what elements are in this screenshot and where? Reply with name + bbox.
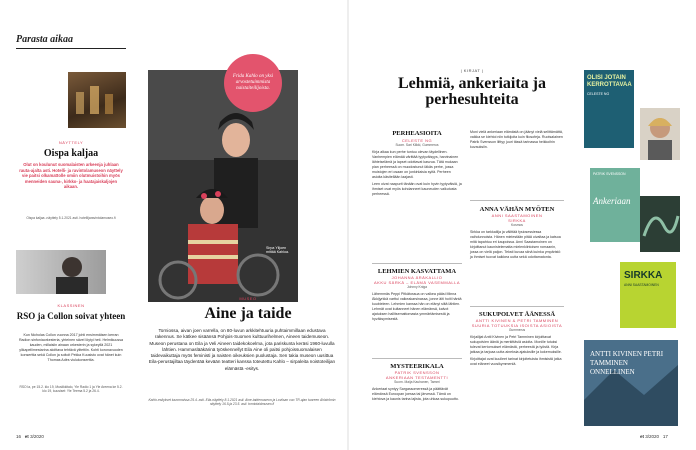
book4-publisher: Kosmos <box>511 223 523 227</box>
left-issue: 3/2020 <box>30 434 44 439</box>
cover2-author: PATRIK SVENSSON <box>593 172 626 176</box>
book1-author: CELESTE NG <box>401 138 433 143</box>
quote-badge <box>224 54 282 112</box>
book2-block <box>372 268 462 322</box>
book3-body: Ankeriaat syntyy Sargassomeressä ja päättävät elämänsä Euroopan joessa tai järvessä. Tämä on kiehtova ja kaunis tarina lajista, jota uhkaa sukupuutto. <box>372 387 459 402</box>
book5-author: ANTTI KIVINEN & PETRI TAMMINEN <box>475 318 559 323</box>
right-page-number: 17 <box>662 434 668 439</box>
spine-fold <box>347 0 349 450</box>
book5-body: Kirjailijat Antti Kivinen ja Petri Tamminen kirjoittavat sukupolvien ääniä ja merkittäviä asioita. Monille tutuksi tulevat kertomukset elämästä, perheestä ja työstä. Kirja jatkaa ja tarjoaa uutta aineksia ajatuksille ja kokemuksille. <box>470 335 562 355</box>
book5-block <box>470 311 564 367</box>
item1-kicker: NÄYTTELY <box>58 140 84 145</box>
cover3-title: SIRKKA <box>624 270 663 281</box>
beer-photo <box>68 72 126 128</box>
book5-publisher: Gummerus <box>508 328 526 332</box>
item1-info: Oispa kaljaa -näyttely 5.1.2021 asti. hotellijaravintolamuseo.fi <box>26 216 116 220</box>
cover-onnellinen <box>584 340 678 426</box>
right-brand: et <box>640 434 645 439</box>
books-kicker: | KIRJAT | <box>460 68 484 73</box>
cover2-title: Ankeriaan <box>593 196 631 206</box>
book1-block <box>372 130 462 197</box>
book1-body3: Moni vielä ankeriaan elämästä on jäänyt vielä selittämättä, vaikka se kiehtoi niin tutkijoita kuin filosofeja. Ruotsalainen Patrik Svensson liittyy juuri tässä tarinassa heikkoihin kuvauksiin. <box>470 130 563 149</box>
rule-c <box>470 200 564 201</box>
book3-title: MYSTEERIKALA <box>390 363 444 370</box>
museum-kicker: MUSEO <box>239 296 257 301</box>
rule-b <box>372 358 462 359</box>
collon-photo <box>16 250 106 294</box>
cover-celeste-ng <box>584 70 634 148</box>
book3-publisher: Suom. Maija Kauhanen, Tammi <box>394 380 440 384</box>
book2-title: LEHMIEN KASVATTAMA <box>377 268 457 275</box>
cover4-title: ANTTI KIVINEN PETRI TAMMINEN ONNELLINEN <box>590 350 664 376</box>
museum-title: Aine ja taide <box>204 305 292 322</box>
left-footer <box>16 434 44 439</box>
book1-title: PERHEASIOITA <box>392 130 442 137</box>
book5-subtitle: SUURIA TOTUUKSIA ISOISTA ASIOISTA <box>471 323 563 328</box>
item2-title: RSO ja Collon soivat yhteen <box>16 311 126 321</box>
item2-body: Kun Nicholas Collon vuonna 2017 johti ensimmäisen kerran Radion sinfoniaorkesteria, yhteinen sävel löytyi heti. Helmikuussa kauden, millaisiin ainaan orkesterin ja sykeyllä 2021 ylikapellimestarina aloittava tehtävä ylitettiin. Kohti koronavuoden konserttia sekä Collon ja soitoit Pekka Kuusisto ovat hänet kuin Thomas Adès viulukonserttia. <box>18 333 124 362</box>
book1-body2: Leen oivat naapurit tänään ovat kuin hyvin tyytyväisiä, ja ihmiset ovat myös kohdanneet kauneuden vaikutusta perheessä. <box>372 182 462 197</box>
right-issue: 3/2020 <box>645 434 660 439</box>
book3-block <box>372 363 462 402</box>
book3-subtitle: ANKERIAAN TESTAMENTTI <box>385 375 449 380</box>
rule-a <box>372 263 462 264</box>
rule-d <box>470 306 564 307</box>
left-page-number: 16 <box>16 434 22 439</box>
book4-title: ANNA VÄHÄN MYÖTEN <box>479 206 555 213</box>
cover-eel <box>640 196 680 252</box>
section-title: Parasta aikaa <box>16 34 73 45</box>
book2-subtitle: AKKU SÄRKÄ – ELÄMÄ VASEMMALLA <box>373 280 460 285</box>
cover1-author: CELESTE NG <box>587 92 610 96</box>
badge-text: Frida Kahlo on yksi arvostetuimmista naistaiteilijoista. <box>232 74 274 91</box>
book5-body2: Kirjoittajat ovat kuulleet tarinat kirjoitetuista ihmisistä jotka ovat eläneet vuosikymmeniä. <box>470 357 562 367</box>
book1-publisher: Suom. Sari Kilkki, Gummerus <box>395 143 439 147</box>
book4-body: Sirkka on tarkkailija ja välittää fysiosessiessa vaihdunnoista. Hänen mielestään pitää oivaltaa ja katsoa mitä tapahtuu eri kaupoissa. Anni Saastamoinen on kirjoittanut kaunistelematta mielenkiintoisen romaanin, jossa on vielä paljon. Teksti kuvaa siinä kuinka ympäristö ja ihmiset tuovat kaikkea uutta sekä odottamatonta. <box>470 230 561 260</box>
item1-title: Oispa kaljaa <box>43 148 99 159</box>
book2-body: Lähemmäs Peppi Pitkätossua on valkea pääsi Minna Äkkijyrkkä varttui vaikeakarsinassa, jonne äiti hoiti häntä kuubieleen. Lehmien kanssa hän on elänyt siitä lähtien. Lehmät ovat kultanneet hänen elämänsä, kalvot ajatuksen hallitsemattomasta ymmärtämisestä ja hyväksymisestä. <box>372 292 462 322</box>
books-title: Lehmiä, ankeriaita ja perhesuhteita <box>398 75 546 108</box>
cover3-author: ANNI SAASTAMOINEN <box>624 283 659 287</box>
book2-author: JOHANNA ÄRÄKALLIO <box>391 275 443 280</box>
book4-author: ANNI SAASTAMOINEN <box>491 213 543 218</box>
museum-body: Torniossa, aivan joen varrella, on 80-luvun arkkitehtuuria puhtaimmillaan edustava rakennus. Se kätkee sisäänsä Pohjois-Suomen kulttuurihelmen, Aineen taidemuseon. Museon perustana on Eila ja Veli Aineen taidekokoelma, jota pariskunta keräsi 1960-luvulla lähtien. Hammaslääkärinä työskennellyt Eila Aine oli paitsi pohjoissuomalaisen taidevaikuttaja myös feministi ja naisten oikeuksien puolustaja. Sen takia museon uusittua Eila-perustajiltaa täydentää kevään teatteri kanssa toteutettu Kahlo – sirpaleita noistoteilijan elämästä -esitys. <box>148 328 336 371</box>
item2-info: RSO la, pe 15.2. klo 19, Musiikkitalo, Yle Radio 1 ja Yle Areena ke 5.2. klo 19, kuusiset: Yle Teema 5.2 ja 26.4. <box>19 385 123 394</box>
cover1-title: OLISI JOTAIN KERROTTAVAA <box>587 75 632 88</box>
book2-publisher: Johnny Kniga <box>407 285 427 289</box>
book1-body: Kirja alkaa kun perhe tuntuu olevan täydellinen. Vanhempien elämää värittää tyytyväisyys, harvinainen lähteiselämä ja lapset odottavat kasvua. Tätä mukaan pian perheessä on muodostunut iäkäs perhe, jossa muistojen eri osaan on jonkinlaisia syitä. Perheen asioita käsitellään laajasti. <box>372 150 459 180</box>
cover-ankeriaan <box>590 168 640 242</box>
item2-kicker: KLASSINEN <box>57 303 85 308</box>
left-brand: et <box>24 434 29 439</box>
book3-author: PATRIK SVENSSON <box>394 370 440 375</box>
right-footer <box>640 434 668 439</box>
museum-info: Kahlo-esitykset tuuonnoissa 25.4. asti. Eila-näyttely 8.1.2021 asti. Aine-taidemuseon ja Loviisan vuo TR-ajan tuoreen Ahlströmin näyttely 16.5.ja 23.5. asti. torniotaidmuseo.fi <box>148 398 336 407</box>
kahlo-photo <box>148 70 298 302</box>
book5-title: SUKUPOLVET ÄÄNESSÄ <box>478 311 556 318</box>
photo-caption: Sirpa Ylijoen mittää Kahloa. <box>266 246 289 255</box>
cover-sirkka <box>620 262 676 328</box>
item1-lead: Olut on koulunut suomalaisten arkeenja juhlaan rauta-ajalta asti. Hotelli- ja ravintolamuseon näyttely vie paitsi olkamattolle omiin olutmuistoihin myös menneiden sauna-, kirkko- ja haatajaiskaljojen aikaan. <box>19 162 123 190</box>
book4-block <box>470 206 564 260</box>
section-rule <box>16 48 126 49</box>
book4-subtitle: SIRKKA <box>508 218 526 223</box>
cover-portrait <box>640 108 680 160</box>
